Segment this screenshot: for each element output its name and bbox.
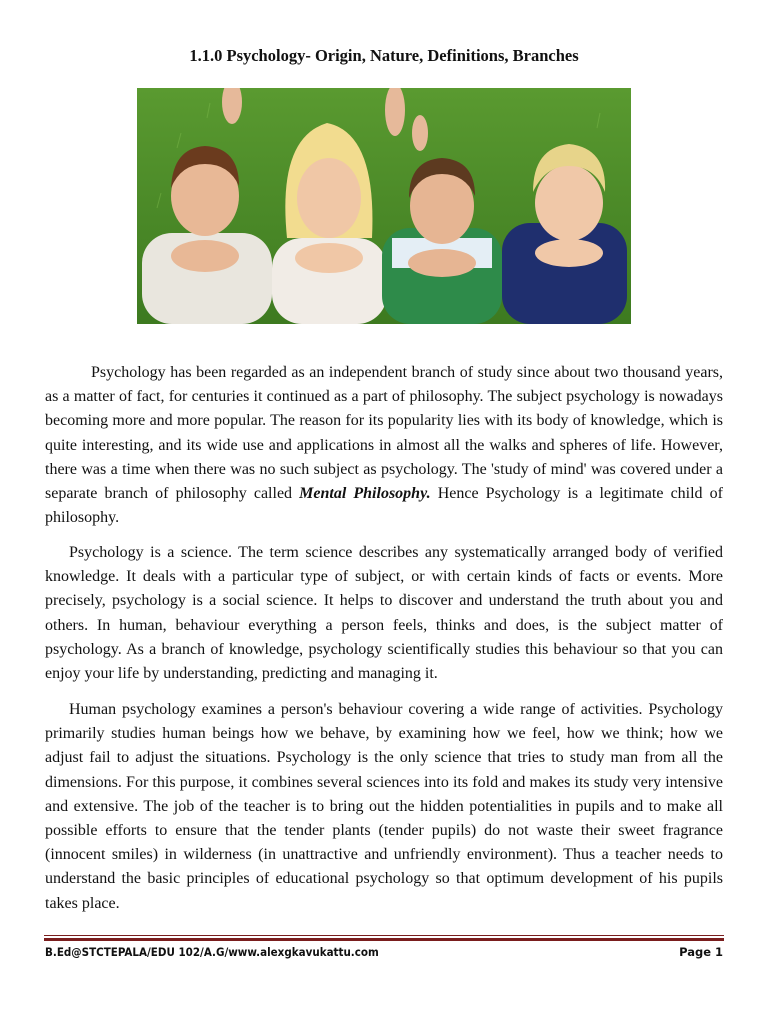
- page-title: 1.1.0 Psychology- Origin, Nature, Definitions, Branches: [189, 46, 579, 65]
- paragraph-1: [45, 361, 723, 530]
- children-on-grass-photo: [137, 88, 631, 324]
- paragraph-3: Human psychology examines a person's behaviour covering a wide range of activities. Psychology primarily studies human beings how we behave, by examining how we feel, how we think; how we adjust fail to adjust the situations. Psychology is the only science that tries to study man from all the dimensions. For this purpose, it combines several sciences into its fold and makes its study very intensive and extensive. The job of the teacher is to bring out the hidden potentialities in pupils and to make all possible efforts to ensure that the tender plants (tender pupils) do not waste their sweet fragrance (innocent smiles) in wilderness (in unattractive and unfriendly environment). Thus a teacher needs to understand the basic principles of educational psychology so that optimum development of his pupils takes place.: [45, 701, 723, 912]
- footer-source: B.Ed@STCTEPALA/EDU 102/A.G/www.alexgkavukattu.com: [45, 945, 379, 959]
- footer-rule-thin: [44, 935, 724, 936]
- paragraph-1-text-end: Hence Psychology is a legitimate child of philosophy.: [45, 485, 724, 527]
- paragraph-1-text-start: Psychology has been regarded as an independent branch of study since about two thousand years, as a matter of fact, for centuries it continued as a part of philosophy. The subject psychology is nowadays becoming more and more popular. The reason for its popularity lies with its body of knowledge, which is quite interesting, and its wide use and applications in almost all the walks and spheres of life. However, there was a time when there was no such subject as psychology. The 'study of mind' was covered under a separate branch of philosophy called: [45, 364, 723, 503]
- mental-philosophy-emphasis: Mental Philosophy.: [299, 485, 431, 503]
- paragraph-2: Psychology is a science. The term science describes any systematically arranged body of verified knowledge. It deals with a particular type of subject, or with certain kinds of facts or events. More precisely, psychology is a social science. It helps to discover and understand the truth about you and others. In human, behaviour everything a person feels, thinks and does, is the subject matter of psychology. As a branch of knowledge, psychology scientifically studies this behaviour so that you can enjoy your life by understanding, predicting and managing it.: [45, 544, 723, 683]
- footer-rule-thick: [44, 938, 724, 941]
- page-number: Page 1: [679, 945, 723, 959]
